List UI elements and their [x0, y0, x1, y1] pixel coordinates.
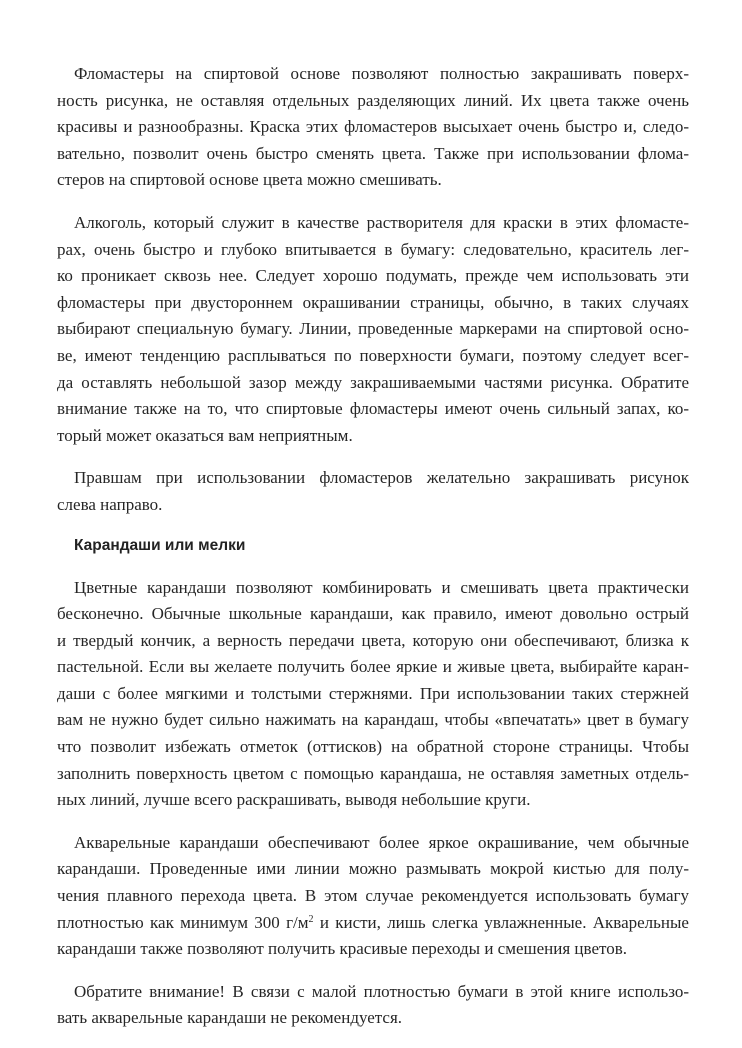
text-line: ных линий, лучше всего раскрашивать, выводя небольшие круги.: [57, 790, 531, 810]
text-line: заполнить поверхность цветом с помощью карандаша, не оставляя заметных отдель-: [57, 763, 689, 783]
text-line: Алкоголь, который служит в качестве растворителя для краски в этих фломасте-: [74, 212, 689, 232]
text-line: карандаши также позволяют получить красивые переходы и смешения цветов.: [57, 939, 627, 959]
text-line: вать акварельные карандаши не рекомендуется.: [57, 1008, 403, 1028]
density-text-after: и кисти, лишь слегка увлажненные. Акварельные: [313, 912, 689, 932]
paragraph-attention-note: [57, 979, 689, 1032]
text-line: пастельной. Если вы желаете получить более яркие и живые цвета, выбирайте каран-: [57, 657, 689, 677]
text-line: Фломастеры на спиртовой основе позволяют полностью закрашивать поверх-: [74, 64, 689, 83]
text-line: Цветные карандаши позволяют комбинировать и смешивать цвета практически: [74, 577, 689, 597]
paragraph-colored-pencils: [57, 575, 689, 814]
text-line: вам не нужно будет сильно нажимать на карандаш, чтобы «впечатать» цвет в бумагу: [57, 710, 689, 730]
page-content: [57, 61, 689, 1048]
paragraph-right-handed: [57, 465, 689, 518]
text-line: бесконечно. Обычные школьные карандаши, как правило, имеют довольно острый: [57, 604, 689, 624]
text-line: рах, очень быстро и глубоко впитывается в бумагу: следовательно, краситель лег-: [57, 239, 689, 259]
text-line: выбирают специальную бумагу. Линии, проведенные маркерами на спиртовой осно-: [57, 319, 689, 339]
density-line: [57, 910, 689, 937]
paragraph-alcohol-markers: [57, 61, 689, 194]
text-line: и твердый кончик, а верность передачи цвета, которую они обеспечивают, близка к: [57, 630, 689, 650]
text-line: Обратите внимание! В связи с малой плотностью бумаги в этой книге использо-: [74, 981, 689, 1001]
density-text-before: плотностью как минимум 300 г/м: [57, 912, 309, 932]
text-line: да оставлять небольшой зазор между закрашиваемыми частями рисунка. Обратите: [57, 372, 689, 392]
section-heading: Карандаши или мелки: [74, 536, 246, 554]
text-line: стеров на спиртовой основе цвета можно смешивать.: [57, 170, 442, 190]
text-line: красивы и разнообразны. Краска этих фломастеров высыхает очень быстро и, следо-: [57, 117, 689, 137]
text-line: Акварельные карандаши обеспечивают более яркое окрашивание, чем обычные: [74, 832, 689, 852]
text-line: вательно, позволит очень быстро сменять цвета. Также при использовании флома-: [57, 143, 689, 163]
text-line: ко проникает сквозь нее. Следует хорошо подумать, прежде чем использовать эти: [57, 266, 689, 286]
text-line: чения плавного перехода цвета. В этом случае рекомендуется использовать бумагу: [57, 886, 689, 906]
superscript-two: 2: [308, 913, 314, 925]
text-line: торый может оказаться вам неприятным.: [57, 425, 353, 445]
paragraph-alcohol-solvent: [57, 210, 689, 449]
paragraph-watercolor-pencils: [57, 830, 689, 963]
text-line: внимание также на то, что спиртовые фломастеры имеют очень сильный запах, ко-: [57, 399, 689, 419]
text-line: ве, имеют тенденцию расплываться по поверхности бумаги, поэтому следует всег-: [57, 345, 689, 365]
text-line: карандаши. Проведенные ими линии можно размывать мокрой кистью для полу-: [57, 859, 689, 879]
text-line: ность рисунка, не оставляя отдельных разделяющих линий. Их цвета также очень: [57, 90, 689, 110]
text-line: фломастеры при двустороннем окрашивании страницы, обычно, в таких случаях: [57, 292, 689, 312]
text-line: слева направо.: [57, 494, 163, 514]
text-line: даши с более мягкими и толстыми стержнями. При использовании таких стержней: [57, 683, 689, 703]
text-line: что позволит избежать отметок (оттисков) на обратной стороне страницы. Чтобы: [57, 737, 689, 757]
text-line: Правшам при использовании фломастеров желательно закрашивать рисунок: [74, 468, 689, 488]
